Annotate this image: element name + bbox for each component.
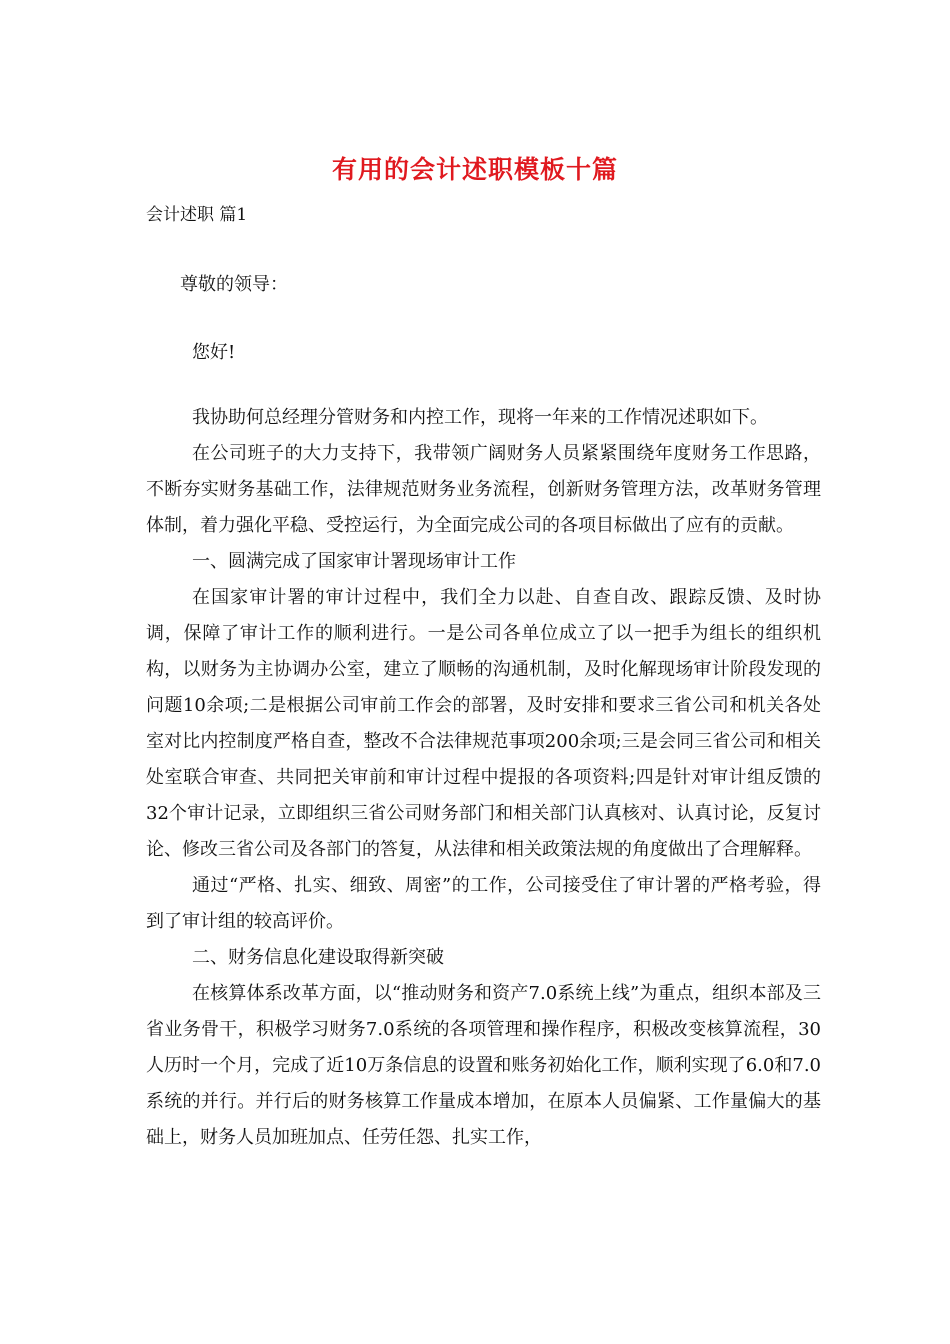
section-label: 会计述职 篇1 [146, 205, 248, 225]
paragraph: 我协助何总经理分管财务和内控工作，现将一年来的工作情况述职如下。 [192, 407, 768, 428]
document-body [146, 400, 821, 1156]
salutation: 尊敬的领导： [180, 274, 288, 295]
greeting: 您好! [192, 342, 236, 363]
document-title: 有用的会计述职模板十篇 [331, 155, 618, 184]
paragraph: 通过“严格、扎实、细致、周密”的工作，公司接受住了审计署的严格考验，得到了审计组的较高评价。 [146, 875, 821, 932]
paragraph: 在国家审计署的审计过程中，我们全力以赴、自查自改、跟踪反馈、及时协调，保障了审计工作的顺利进行。一是公司各单位成立了以一把手为组长的组织机构，以财务为主协调办公室，建立了顺畅的沟通机制，及时化解现场审计阶段发现的问题10余项;二是根据公司审前工作会的部署，及时安排和要求三省公司和机关各处室对比内控制度严格自查，整改不合法律规范事项200余项;三是会同三省公司和相关处室联合审查、共同把关审前和审计过程中提报的各项资料;四是针对审计组反馈的32个审计记录，立即组织三省公司财务部门和相关部门认真核对、认真讨论，反复讨论、修改三省公司及各部门的答复，从法律和相关政策法规的角度做出了合理解释。 [146, 587, 821, 860]
section-heading: 二、财务信息化建设取得新突破 [192, 947, 444, 968]
paragraph: 在公司班子的大力支持下，我带领广阔财务人员紧紧围绕年度财务工作思路，不断夯实财务基础工作，法律规范财务业务流程，创新财务管理方法，改革财务管理体制，着力强化平稳、受控运行，为全面完成公司的各项目标做出了应有的贡献。 [146, 443, 821, 536]
section-heading: 一、圆满完成了国家审计署现场审计工作 [192, 551, 516, 572]
paragraph: 在核算体系改革方面，以“推动财务和资产7.0系统上线”为重点，组织本部及三省业务骨干，积极学习财务7.0系统的各项管理和操作程序，积极改变核算流程，30人历时一个月，完成了近10万条信息的设置和账务初始化工作，顺利实现了6.0和7.0系统的并行。并行后的财务核算工作量成本增加，在原本人员偏紧、工作量偏大的基础上，财务人员加班加点、任劳任怨、扎实工作， [146, 983, 821, 1148]
